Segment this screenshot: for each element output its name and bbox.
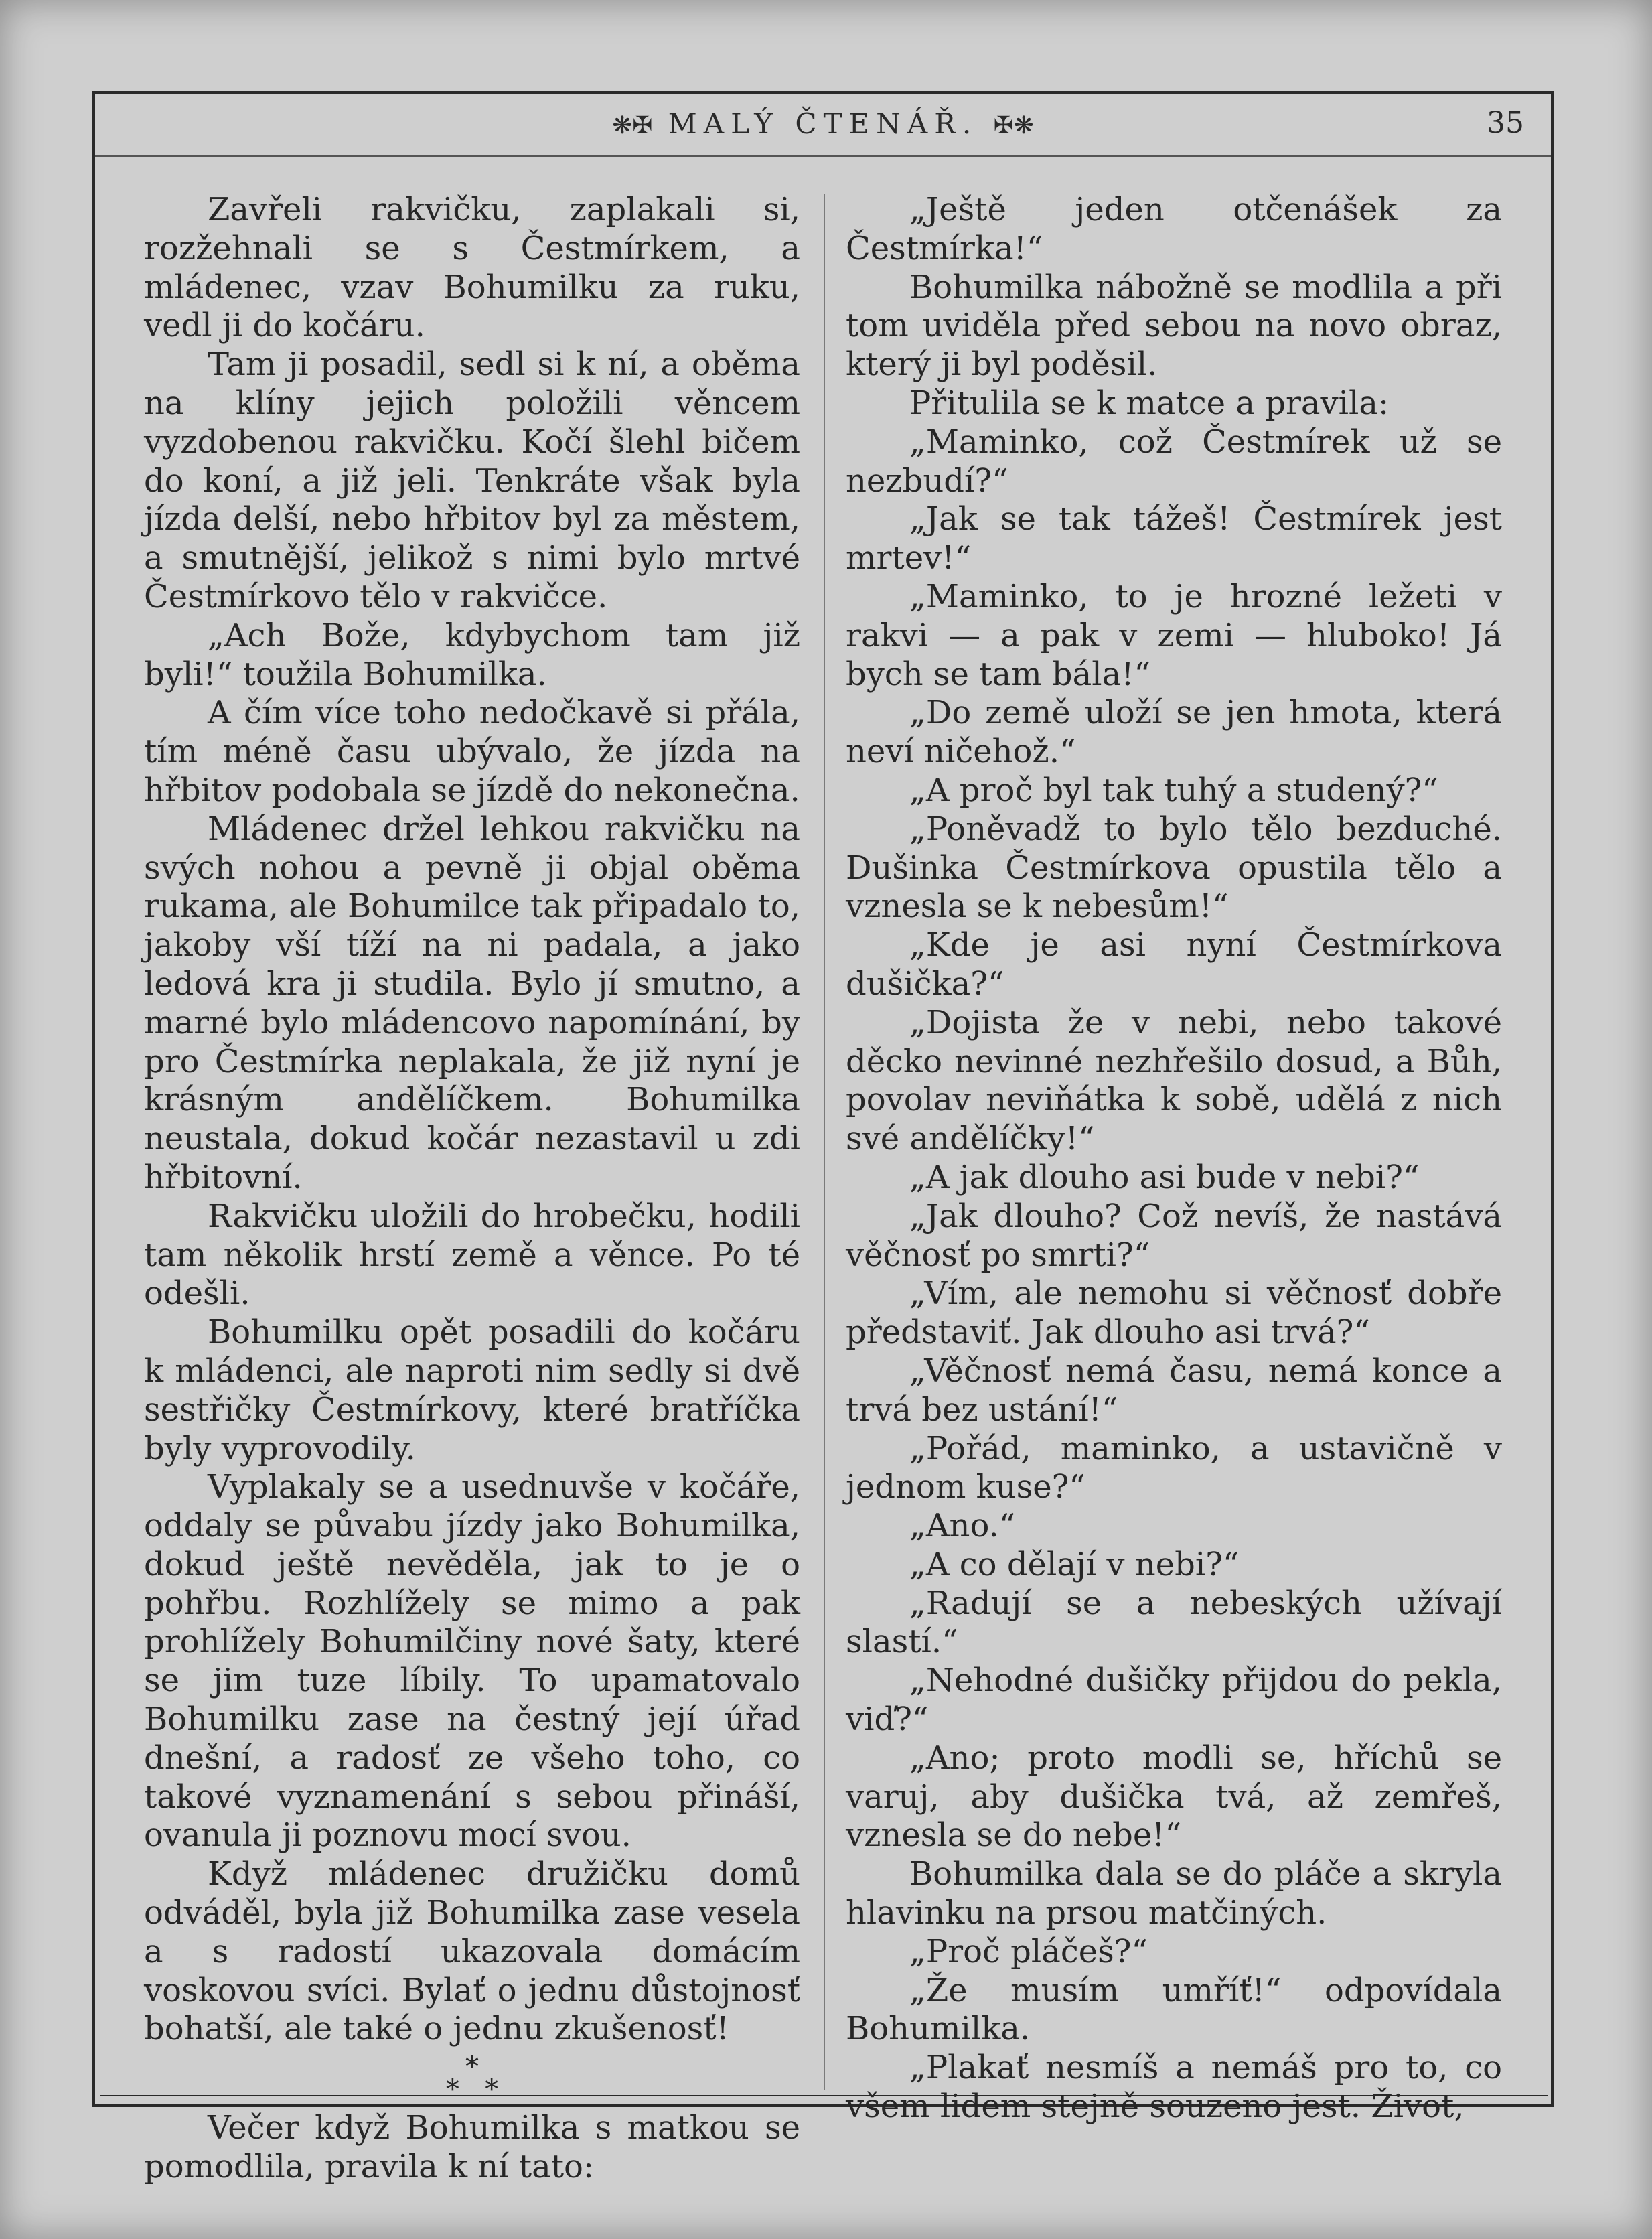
paragraph: „A jak dlouho asi bude v nebi?“ (909, 1158, 1420, 1196)
paragraph: Bohumilku opět posadili do kočáru k mládenci, ale naproti nim sedly si dvě sestřičky Čestmírkovy, které bratříčka byly vyprovodily. (144, 1313, 800, 1467)
paragraph: Když mládenec družičku domů odváděl, byla již Bohumilka zase vesela a s radostí ukazovala domácím voskovou svíci. Bylať o jednu důstojnosť bohatší, ale také o jednu zkušenosť! (144, 1855, 800, 2048)
paragraph: „Poněvadž to bylo tělo bezduché. Dušinka Čestmírkova opustila tělo a vznesla se k nebesům!“ (846, 810, 1502, 926)
paragraph: Zavřeli rakvičku, zaplakali si, rozžehnali se s Čestmírkem, a mládenec, vzav Bohumilku za ruku, vedl ji do kočáru. (144, 191, 800, 345)
right-column (846, 191, 1502, 2126)
paragraph: „Maminko, to je hrozné ležeti v rakvi — a pak v zemi — hluboko! Já bych se tam bála!“ (846, 577, 1502, 693)
paragraph: „Že musím umříť!“ odpovídala Bohumilka. (846, 1971, 1502, 2048)
magazine-title: MALÝ ČTENÁŘ. (668, 107, 978, 140)
paragraph: „Jak se tak tážeš! Čestmírek jest mrtev!“ (846, 500, 1502, 577)
paragraph: „Věčnosť nemá času, nemá konce a trvá bez ustání!“ (846, 1352, 1502, 1429)
paragraph: „Do země uloží se jen hmota, která neví ničehož.“ (846, 694, 1502, 771)
left-column (144, 191, 800, 2187)
paragraph: „Nehodné dušičky přijdou do pekla, viď?“ (846, 1662, 1502, 1739)
paragraph: Bohumilka nábožně se modlila a při tom uviděla před sebou na novo obraz, který ji byl poděsil. (846, 268, 1502, 384)
paragraph: „Jak dlouho? Což nevíš, že nastává věčnosť po smrti?“ (846, 1197, 1502, 1274)
paragraph: „Ano; proto modli se, hříchů se varuj, aby dušička tvá, až zemřeš, vznesla se do nebe!“ (846, 1739, 1502, 1855)
paragraph: „Dojista že v nebi, nebo takové děcko nevinné nezhřešilo dosud, a Bůh, povolav neviňátka k sobě, udělá z nich své andělíčky!“ (846, 1003, 1502, 1158)
header-title-line (95, 107, 1551, 140)
running-header (95, 94, 1551, 157)
paragraph: „Vím, ale nemohu si věčnosť dobře představiť. Jak dlouho asi trvá?“ (846, 1275, 1502, 1352)
ornament-right-icon: ✠❋ (993, 112, 1034, 139)
paragraph: „Plakať nesmíš a nemáš pro to, co všem lidem stejně souzeno jest. Život, (846, 2049, 1502, 2126)
paragraph: Večer když Bohumilka s matkou se pomodlila, pravila k ní tato: (144, 2109, 800, 2186)
paragraph: „Pořád, maminko, a ustavičně v jednom kuse?“ (846, 1429, 1502, 1506)
paragraph: A čím více toho nedočkavě si přála, tím méně času ubývalo, že jízda na hřbitov podobala se jízdě do nekonečna. (144, 694, 800, 809)
paragraph: Bohumilka dala se do pláče a skryla hlavinku na prsou matčiných. (846, 1855, 1502, 1932)
paragraph: „A proč byl tak tuhý a studený?“ (909, 771, 1438, 809)
column-divider (824, 194, 825, 2090)
paragraph: Tam ji posadil, sedl si k ní, a oběma na klíny jejich položili věncem vyzdobenou rakvičku. Kočí šlehl bičem do koní, a již jeli. Tenkráte však byla jízda delší, nebo hřbitov byl za městem, a smutnější, jelikož s nimi bylo mrtvé Čestmírkovo tělo v rakvičce. (144, 346, 800, 616)
paragraph: „Proč pláčeš?“ (909, 1932, 1148, 1970)
ornament-left-icon: ❋✠ (612, 112, 653, 139)
paragraph: Rakvičku uložili do hrobečku, hodili tam několik hrstí země a věnce. Po té odešli. (144, 1197, 800, 1313)
paragraph: „Ach Bože, kdybychom tam již byli!“ toužila Bohumilka. (144, 616, 800, 693)
paragraph: „Ano.“ (909, 1507, 1016, 1545)
paragraph: „A co dělají v nebi?“ (909, 1545, 1240, 1583)
paragraph: „Kde je asi nyní Čestmírkova dušička?“ (846, 926, 1502, 1003)
page-number: 35 (1487, 106, 1524, 140)
paragraph: „Ještě jeden otčenášek za Čestmírka!“ (846, 191, 1502, 267)
paragraph: Vyplakaly se a usednuvše v kočáře, oddaly se půvabu jízdy jako Bohumilka, dokud ještě nevěděla, jak to je o pohřbu. Rozhlížely se mimo a pak prohlížely Bohumilčiny nové šaty, které se jim tuze líbily. To upamatovalo Bohumilku zase na čestný její úřad dnešní, a radosť ze všeho toho, co takové vyznamenání s sebou přináší, ovanula ji poznovu mocí svou. (144, 1468, 800, 1855)
paragraph: „Maminko, což Čestmírek už se nezbudí?“ (846, 423, 1502, 500)
paragraph: „Radují se a nebeských užívají slastí.“ (846, 1584, 1502, 1661)
paragraph: Mládenec držel lehkou rakvičku na svých nohou a pevně ji objal oběma rukama, ale Bohumilce tak připadalo to, jakoby vší tíží na ni padala, a jako ledová kra ji studila. Bylo jí smutno, a marné bylo mládencovo napomínání, by pro Čestmírka neplakala, že již nyní je krásným andělíčkem. Bohumilka neustala, dokud kočár nezastavil u zdi hřbitovní. (144, 810, 800, 1196)
paragraph: Přitulila se k matce a pravila: (909, 384, 1390, 422)
section-break-asterisks: * * * (445, 2051, 499, 2106)
